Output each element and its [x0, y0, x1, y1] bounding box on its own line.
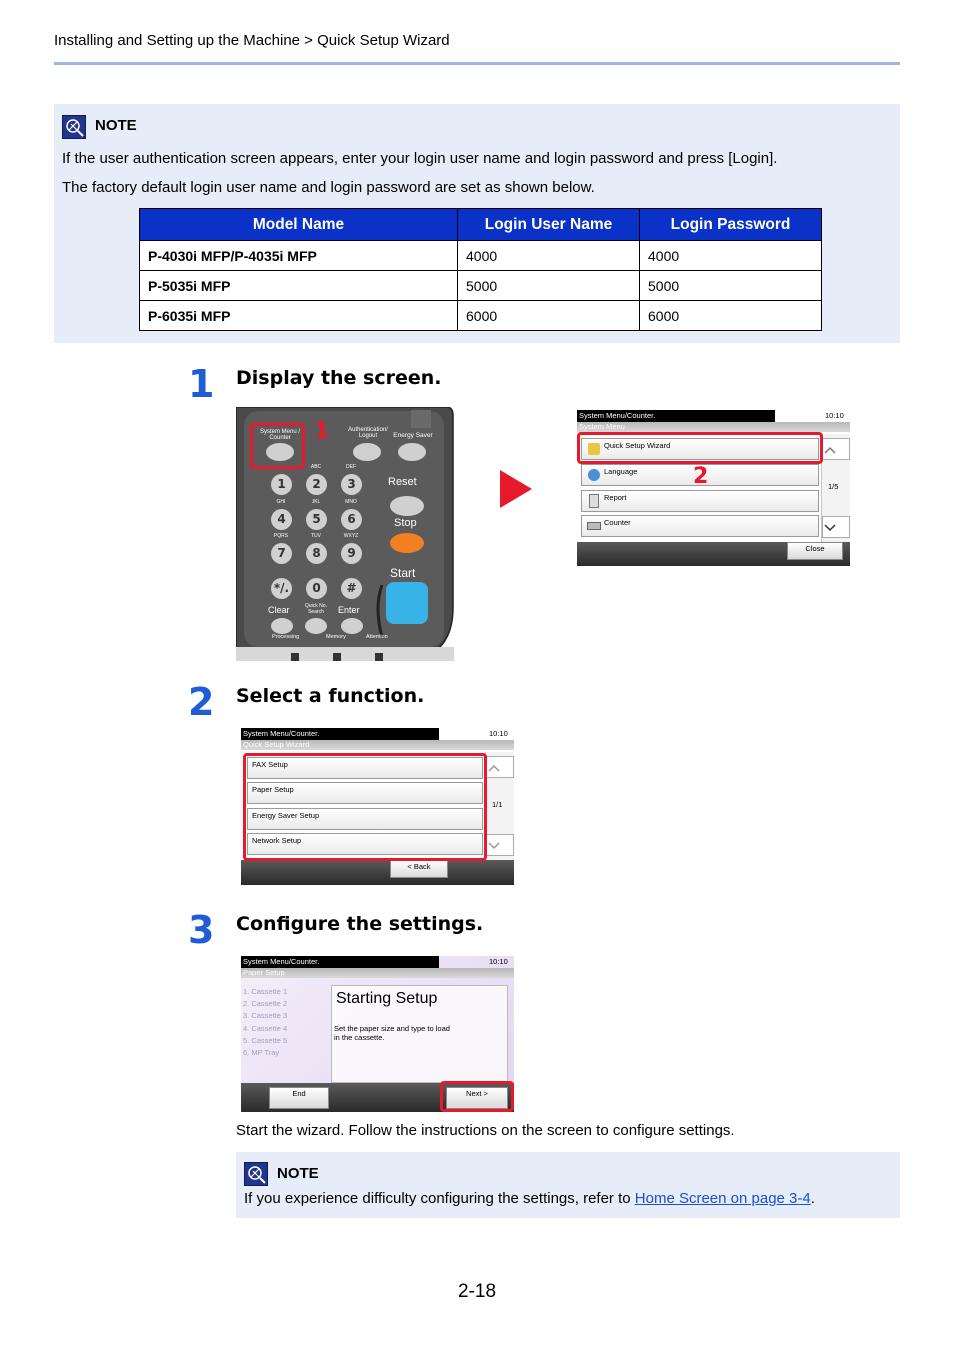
reset-label: Reset: [388, 476, 417, 488]
list-item: 5. Cassette 5: [243, 1035, 288, 1045]
stop-button[interactable]: [390, 533, 424, 553]
scroll-down-button[interactable]: [486, 834, 514, 856]
screen-footer: [241, 860, 514, 885]
note-title: NOTE: [277, 1165, 319, 1182]
stop-label: Stop: [394, 517, 417, 529]
column-header: Model Name: [140, 209, 458, 241]
operation-panel: [236, 407, 454, 661]
step-3-instructions: Start the wizard. Follow the instructions on the screen to configure settings.: [236, 1122, 735, 1139]
key-button[interactable]: 9: [341, 543, 362, 564]
menu-item-energy-saver-setup[interactable]: Energy Saver Setup: [247, 808, 483, 830]
page-indicator: 1/1: [492, 800, 503, 809]
password-cell: 5000: [640, 271, 822, 301]
end-button[interactable]: End: [269, 1087, 329, 1109]
enter-label: Enter: [338, 605, 360, 615]
menu-item-label: Quick Setup Wizard: [604, 441, 671, 450]
attention-label: Attention: [366, 634, 388, 640]
note-title: NOTE: [95, 117, 137, 134]
start-label: Start: [390, 566, 416, 580]
list-item: 2. Cassette 2: [243, 999, 288, 1009]
setup-heading: Starting Setup: [336, 990, 438, 1007]
key-button[interactable]: 7: [271, 543, 292, 564]
report-icon: [589, 494, 599, 508]
note-text-before: If you experience difficulty configuring the settings, refer to: [244, 1190, 635, 1207]
page-number: 2-18: [458, 1281, 497, 1302]
step-number-1: 1: [188, 362, 215, 406]
key-letters: WXYZ: [343, 533, 359, 539]
key-letters: MNO: [345, 499, 357, 505]
system-menu-label: System Menu / Counter: [259, 429, 300, 441]
screen-quick-setup-wizard: [241, 728, 514, 885]
menu-item-paper-setup[interactable]: Paper Setup: [247, 782, 483, 804]
setup-panel: [331, 985, 508, 1083]
enter-button[interactable]: [341, 618, 363, 634]
key-letters: ABC: [310, 464, 322, 470]
scrollbar[interactable]: [821, 434, 850, 542]
note-line-2: The factory default login user name and login password are set as shown below.: [62, 179, 595, 196]
chevron-up-icon: [487, 761, 501, 775]
header-rule: [54, 62, 900, 65]
key-letters: DEF: [346, 464, 356, 470]
highlight-frame: [577, 432, 823, 464]
close-button[interactable]: Close: [787, 542, 843, 560]
scroll-up-button[interactable]: [822, 438, 850, 460]
menu-item-counter[interactable]: [581, 515, 819, 537]
key-button[interactable]: 6: [341, 509, 362, 530]
setup-text-1: Set the paper size and type to load: [334, 1024, 450, 1033]
key-button[interactable]: 0: [306, 578, 327, 599]
note-text: [244, 1190, 815, 1207]
list-item: 3. Cassette 3: [243, 1011, 288, 1021]
screen-paper-setup: [241, 956, 514, 1112]
screen-header: System Menu/Counter.: [577, 410, 775, 422]
note-icon: [244, 1162, 268, 1186]
processing-label: Processing: [272, 634, 300, 640]
quick-no-label: Quick No. Search: [305, 603, 327, 615]
key-button[interactable]: */.: [271, 578, 292, 599]
table-row: [140, 241, 822, 271]
screen-header: System Menu/Counter.: [241, 728, 439, 740]
scroll-up-button[interactable]: [486, 756, 514, 778]
energy-saver-label: Energy Saver: [393, 432, 433, 439]
screen-system-menu: [577, 410, 850, 566]
screen-subtitle: Quick Setup Wizard: [241, 740, 514, 750]
user-cell: 5000: [458, 271, 640, 301]
step-title-1: Display the screen.: [236, 367, 442, 389]
reset-button[interactable]: [390, 496, 424, 516]
step-number-2: 2: [188, 680, 215, 724]
key-button[interactable]: 1: [271, 474, 292, 495]
step-number-3: 3: [188, 908, 215, 952]
logout-button[interactable]: [353, 444, 381, 461]
screen-subtitle: Paper Setup: [241, 968, 514, 978]
clear-label: Clear: [268, 605, 290, 615]
menu-item-report[interactable]: [581, 490, 819, 512]
chevron-down-icon: [823, 521, 837, 535]
model-cell: P-4030i MFP/P-4035i MFP: [140, 241, 458, 271]
clear-button[interactable]: [271, 618, 293, 634]
key-button[interactable]: 4: [271, 509, 292, 530]
chevron-up-icon: [823, 443, 837, 457]
home-screen-link[interactable]: Home Screen on page 3-4: [634, 1190, 811, 1207]
note-line-1: If the user authentication screen appears, enter your login user name and login password and press [Login].: [62, 150, 778, 167]
screen-subtitle: System Menu: [577, 422, 850, 432]
next-button[interactable]: Next >: [446, 1087, 508, 1109]
table-row: [140, 271, 822, 301]
menu-item-label: Report: [604, 493, 627, 502]
cassette-list: [243, 986, 287, 1059]
key-letters: GHI: [276, 499, 286, 505]
note-icon: [62, 115, 86, 139]
screen-header: System Menu/Counter.: [241, 956, 439, 968]
setup-text-2: in the cassette.: [334, 1033, 385, 1042]
menu-item-network-setup[interactable]: Network Setup: [247, 833, 483, 855]
step-title-3: Configure the settings.: [236, 913, 484, 935]
breadcrumb: Installing and Setting up the Machine > Quick Setup Wizard: [54, 32, 450, 49]
highlight-frame: [250, 423, 305, 469]
menu-item-label: Language: [604, 467, 638, 476]
key-letters: TUV: [311, 533, 321, 539]
scroll-down-button[interactable]: [822, 516, 850, 538]
column-header: Login Password: [640, 209, 822, 241]
highlight-frame: [243, 753, 487, 861]
list-item: 4. Cassette 4: [243, 1023, 288, 1033]
screen-clock: 10:10: [825, 411, 844, 420]
globe-icon: [588, 469, 600, 481]
key-button[interactable]: 3: [341, 474, 362, 495]
list-item: 1. Cassette 1: [243, 987, 288, 996]
key-button[interactable]: 2: [306, 474, 327, 495]
model-cell: P-6035i MFP: [140, 301, 458, 331]
user-cell: 6000: [458, 301, 640, 331]
key-button[interactable]: #: [341, 578, 362, 599]
list-item: 6. MP Tray: [243, 1048, 280, 1058]
energy-saver-button[interactable]: [398, 444, 426, 461]
key-letters: JKL: [311, 499, 321, 505]
start-button[interactable]: [386, 582, 428, 624]
user-cell: 4000: [458, 241, 640, 271]
screen-clock: 10:10: [489, 729, 508, 738]
scrollbar[interactable]: [485, 752, 514, 860]
back-button[interactable]: < Back: [390, 860, 448, 878]
login-table: [139, 208, 822, 331]
note-text-after: .: [810, 1190, 815, 1207]
column-header: Login User Name: [458, 209, 640, 241]
arrow-right-icon: [500, 470, 532, 508]
key-button[interactable]: 8: [306, 543, 327, 564]
memory-label: Memory: [326, 634, 346, 640]
model-cell: P-5035i MFP: [140, 271, 458, 301]
page-indicator: 1/5: [828, 482, 839, 491]
note-box: [236, 1152, 900, 1218]
quick-no-search-button[interactable]: [305, 618, 327, 634]
counter-icon: [587, 522, 601, 530]
step-title-2: Select a function.: [236, 685, 425, 707]
chevron-down-icon: [487, 839, 501, 853]
auth-label: Authentication/ Logout: [348, 427, 388, 439]
callout-number: 2: [693, 464, 709, 489]
password-cell: 4000: [640, 241, 822, 271]
menu-item-fax-setup[interactable]: FAX Setup: [247, 757, 483, 779]
screen-clock: 10:10: [489, 957, 508, 966]
key-button[interactable]: 5: [306, 509, 327, 530]
highlight-frame: [440, 1081, 514, 1112]
password-cell: 6000: [640, 301, 822, 331]
table-row: [140, 301, 822, 331]
key-letters: PQRS: [273, 533, 289, 539]
menu-item-label: Counter: [604, 518, 631, 527]
callout-number: 1: [314, 419, 330, 444]
